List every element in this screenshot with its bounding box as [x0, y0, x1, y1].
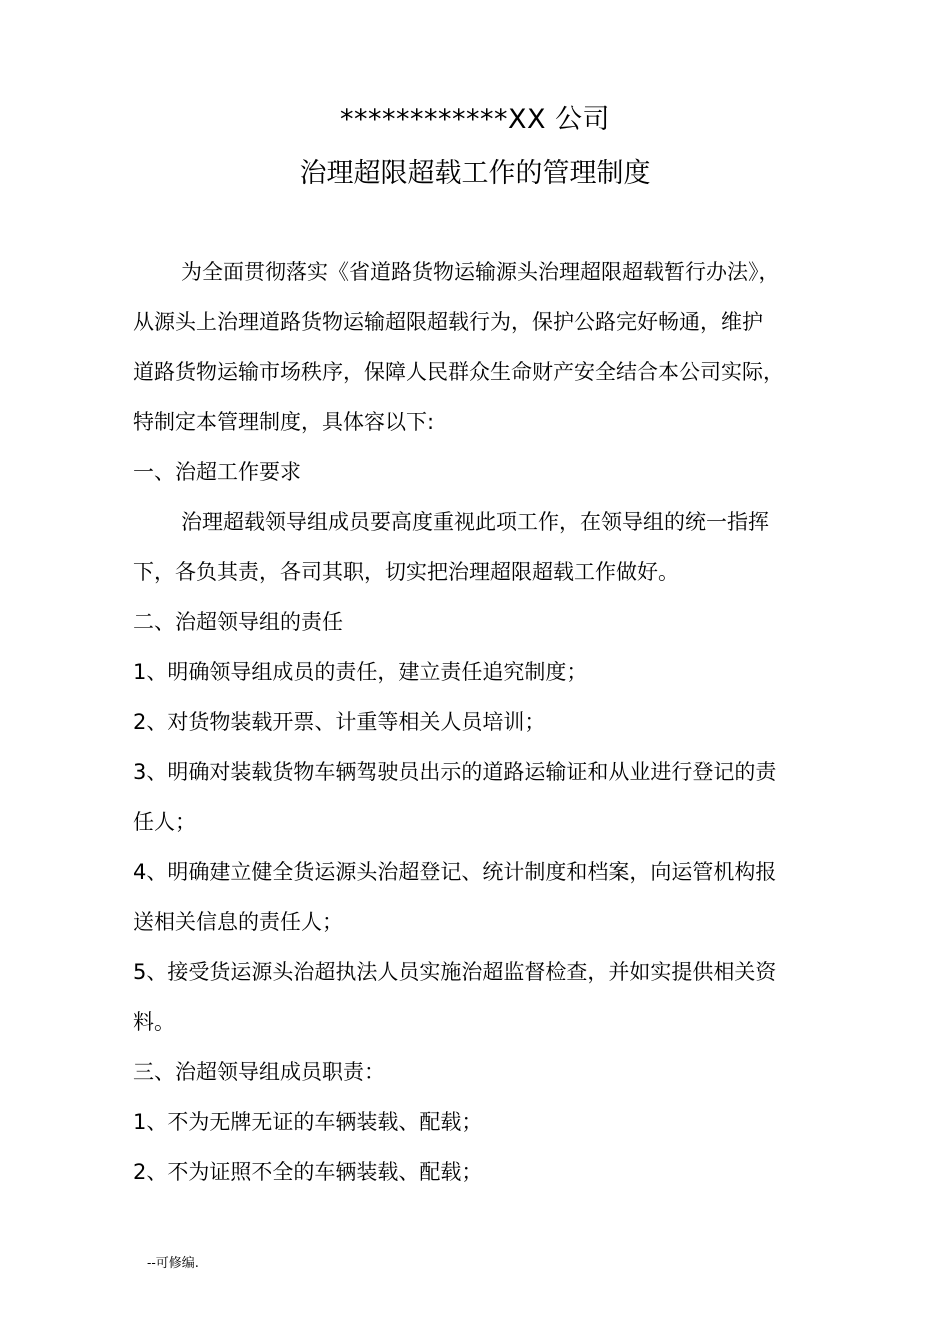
list-item: 2、不为证照不全的车辆装载、配载；: [133, 1160, 483, 1184]
footer-note: --可修编.: [147, 1256, 199, 1271]
paragraph-line: 道路货物运输市场秩序，保障人民群众生命财产安全结合本公司实际，: [133, 360, 784, 384]
section-heading: 二、治超领导组的责任: [133, 610, 343, 634]
list-item-continuation: 送相关信息的责任人；: [133, 910, 343, 934]
list-item: 2、对货物装载开票、计重等相关人员培训；: [133, 710, 546, 734]
paragraph-line: 下，各负其责，各司其职，切实把治理超限超载工作做好。: [133, 560, 679, 584]
company-title: ************XX 公司: [339, 104, 611, 135]
list-item: 3、明确对装载货物车辆驾驶员出示的道路运输证和从业进行登记的责: [133, 760, 777, 784]
paragraph-line: 为全面贯彻落实《省道路货物运输源头治理超限超载暂行办法》，: [181, 260, 780, 284]
paragraph-line: 特制定本管理制度，具体容以下:: [133, 410, 435, 434]
list-item: 4、明确建立健全货运源头治超登记、统计制度和档案，向运管机构报: [133, 860, 777, 884]
section-heading: 三、治超领导组成员职责：: [133, 1060, 385, 1084]
list-item-continuation: 任人；: [133, 810, 196, 834]
paragraph-line: 治理超载领导组成员要高度重视此项工作，在领导组的统一指挥: [181, 510, 769, 534]
list-item: 5、接受货运源头治超执法人员实施治超监督检查，并如实提供相关资: [133, 960, 777, 984]
document-title: 治理超限超载工作的管理制度: [299, 158, 651, 189]
list-item: 1、不为无牌无证的车辆装载、配载；: [133, 1110, 483, 1134]
list-item: 1、明确领导组成员的责任，建立责任追究制度；: [133, 660, 588, 684]
section-heading: 一、治超工作要求: [133, 460, 301, 484]
list-item-continuation: 料。: [133, 1010, 175, 1034]
document-body: [133, 247, 823, 1197]
paragraph-line: 从源头上治理道路货物运输超限超载行为，保护公路完好畅通，维护: [133, 310, 763, 334]
